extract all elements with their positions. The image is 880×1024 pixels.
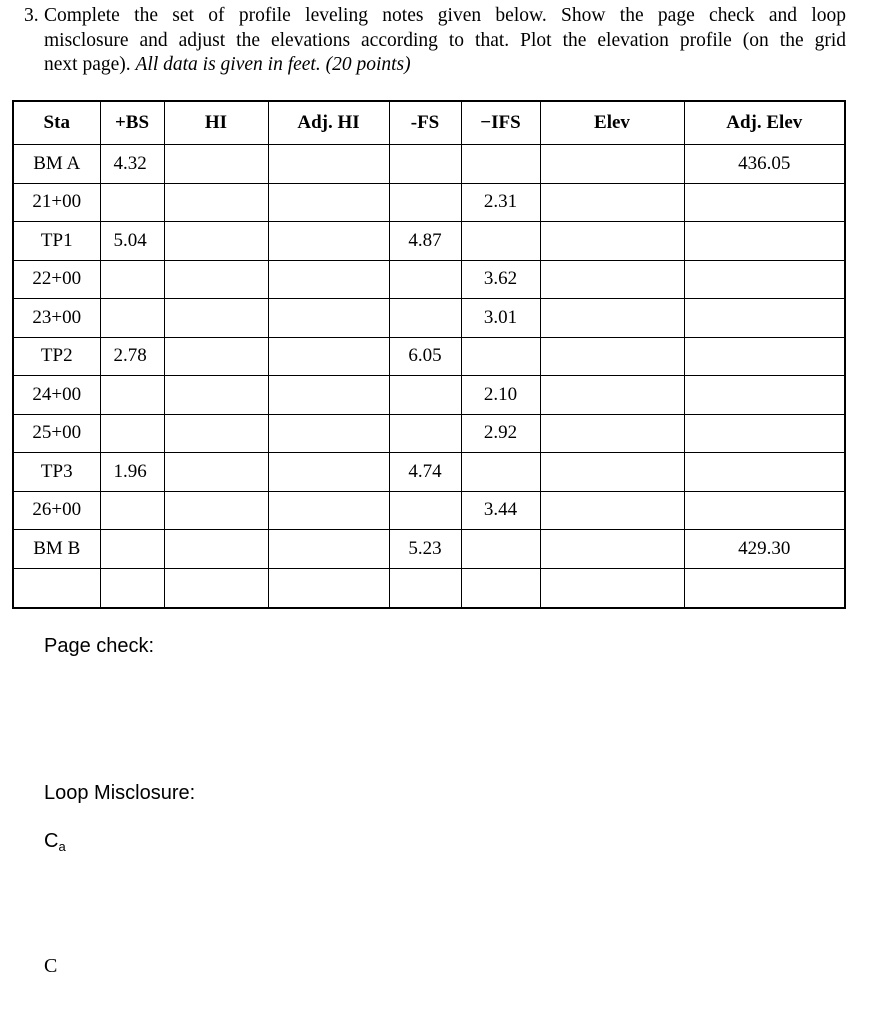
table-row xyxy=(13,260,845,299)
cell-ifs: 2.10 xyxy=(461,376,540,415)
cell-adj-elev xyxy=(684,260,845,299)
leveling-notes-table-wrap xyxy=(12,100,846,609)
cell-ifs: 2.92 xyxy=(461,414,540,453)
table-body xyxy=(13,145,845,608)
table-row xyxy=(13,491,845,530)
cell-sta: TP1 xyxy=(13,222,100,261)
cell-adj-elev xyxy=(684,376,845,415)
table-row xyxy=(13,299,845,338)
cell-bs xyxy=(100,568,164,608)
cell-adj-elev xyxy=(684,491,845,530)
cell-adj-elev xyxy=(684,299,845,338)
cell-elev xyxy=(540,568,684,608)
cell-hi xyxy=(164,145,268,184)
cell-fs xyxy=(389,145,461,184)
cell-elev xyxy=(540,491,684,530)
cell-adj-elev: 436.05 xyxy=(684,145,845,184)
cell-bs xyxy=(100,530,164,569)
cell-sta: TP2 xyxy=(13,337,100,376)
cell-adj-elev xyxy=(684,414,845,453)
cell-adj-elev xyxy=(684,183,845,222)
cell-hi xyxy=(164,453,268,492)
cell-hi xyxy=(164,376,268,415)
cell-adj-hi xyxy=(268,376,389,415)
c-label: C xyxy=(44,955,58,977)
cell-bs: 5.04 xyxy=(100,222,164,261)
cell-hi xyxy=(164,299,268,338)
cell-sta: TP3 xyxy=(13,453,100,492)
cell-bs xyxy=(100,376,164,415)
cell-elev xyxy=(540,299,684,338)
table-row xyxy=(13,414,845,453)
header-adj-hi: Adj. HI xyxy=(268,101,389,145)
cell-ifs: 2.31 xyxy=(461,183,540,222)
question-line-1: 3. Complete the set of profile leveling notes given below. Show the page check and loop xyxy=(24,4,846,29)
cell-elev xyxy=(540,145,684,184)
cell-adj-hi xyxy=(268,299,389,338)
cell-bs: 4.32 xyxy=(100,145,164,184)
cell-elev xyxy=(540,183,684,222)
cell-bs: 2.78 xyxy=(100,337,164,376)
cell-adj-hi xyxy=(268,337,389,376)
header-adj-elev: Adj. Elev xyxy=(684,101,845,145)
cell-elev xyxy=(540,414,684,453)
question-number: 3. xyxy=(24,5,39,26)
cell-adj-elev xyxy=(684,222,845,261)
cell-hi xyxy=(164,568,268,608)
cell-adj-hi xyxy=(268,260,389,299)
cell-adj-hi xyxy=(268,491,389,530)
cell-adj-hi xyxy=(268,183,389,222)
cell-ifs xyxy=(461,145,540,184)
cell-elev xyxy=(540,222,684,261)
table-row xyxy=(13,530,845,569)
cell-elev xyxy=(540,376,684,415)
cell-bs xyxy=(100,299,164,338)
cell-fs xyxy=(389,491,461,530)
cell-fs xyxy=(389,414,461,453)
cell-hi xyxy=(164,491,268,530)
cell-ifs: 3.62 xyxy=(461,260,540,299)
cell-elev xyxy=(540,260,684,299)
cell-adj-hi xyxy=(268,568,389,608)
table-row xyxy=(13,453,845,492)
cell-adj-elev xyxy=(684,568,845,608)
cell-bs xyxy=(100,260,164,299)
cell-sta: 24+00 xyxy=(13,376,100,415)
cell-adj-hi xyxy=(268,453,389,492)
cell-ifs xyxy=(461,222,540,261)
cell-sta: BM B xyxy=(13,530,100,569)
cell-bs xyxy=(100,414,164,453)
header-elev: Elev xyxy=(540,101,684,145)
cell-sta: 21+00 xyxy=(13,183,100,222)
header-ifs: −IFS xyxy=(461,101,540,145)
table-row xyxy=(13,145,845,184)
cell-adj-hi xyxy=(268,414,389,453)
table-row xyxy=(13,222,845,261)
table-header-row xyxy=(13,101,845,145)
table-row xyxy=(13,568,845,608)
cell-fs: 4.87 xyxy=(389,222,461,261)
cell-bs xyxy=(100,491,164,530)
cell-hi xyxy=(164,222,268,261)
cell-ifs xyxy=(461,453,540,492)
loop-misclosure-label: Loop Misclosure: xyxy=(44,782,196,804)
cell-sta: 23+00 xyxy=(13,299,100,338)
cell-fs: 5.23 xyxy=(389,530,461,569)
cell-ifs: 3.44 xyxy=(461,491,540,530)
header-bs: +BS xyxy=(100,101,164,145)
cell-adj-hi xyxy=(268,222,389,261)
ca-subscript: a xyxy=(58,839,66,854)
header-fs: -FS xyxy=(389,101,461,145)
question-line-2: misclosure and adjust the elevations according to that. Plot the elevation profile (on the grid xyxy=(44,29,846,51)
cell-sta: 25+00 xyxy=(13,414,100,453)
page-check-label: Page check: xyxy=(44,635,155,657)
cell-adj-elev xyxy=(684,453,845,492)
cell-fs xyxy=(389,299,461,338)
cell-fs xyxy=(389,376,461,415)
cell-bs xyxy=(100,183,164,222)
cell-sta: BM A xyxy=(13,145,100,184)
question-note: All data is given in feet. (20 points) xyxy=(135,54,411,75)
cell-sta: 26+00 xyxy=(13,491,100,530)
table-row xyxy=(13,337,845,376)
cell-ifs xyxy=(461,568,540,608)
header-sta: Sta xyxy=(13,101,100,145)
cell-adj-hi xyxy=(268,530,389,569)
cell-adj-hi xyxy=(268,145,389,184)
cell-adj-elev xyxy=(684,337,845,376)
cell-fs xyxy=(389,568,461,608)
cell-hi xyxy=(164,337,268,376)
cell-fs xyxy=(389,183,461,222)
leveling-notes-table xyxy=(12,100,846,609)
question-text xyxy=(24,4,846,78)
cell-fs xyxy=(389,260,461,299)
cell-ifs xyxy=(461,337,540,376)
cell-bs: 1.96 xyxy=(100,453,164,492)
cell-fs: 6.05 xyxy=(389,337,461,376)
cell-elev xyxy=(540,530,684,569)
cell-ifs xyxy=(461,530,540,569)
cell-fs: 4.74 xyxy=(389,453,461,492)
question-line-3: next page). All data is given in feet. (20 points) xyxy=(44,54,411,75)
header-hi: HI xyxy=(164,101,268,145)
cell-sta xyxy=(13,568,100,608)
cell-hi xyxy=(164,260,268,299)
cell-sta: 22+00 xyxy=(13,260,100,299)
table-row xyxy=(13,183,845,222)
cell-hi xyxy=(164,414,268,453)
cell-elev xyxy=(540,453,684,492)
ca-label: $C_a$ xyxy=(44,830,66,854)
cell-hi xyxy=(164,183,268,222)
cell-elev xyxy=(540,337,684,376)
cell-adj-elev: 429.30 xyxy=(684,530,845,569)
cell-hi xyxy=(164,530,268,569)
cell-ifs: 3.01 xyxy=(461,299,540,338)
table-row xyxy=(13,376,845,415)
